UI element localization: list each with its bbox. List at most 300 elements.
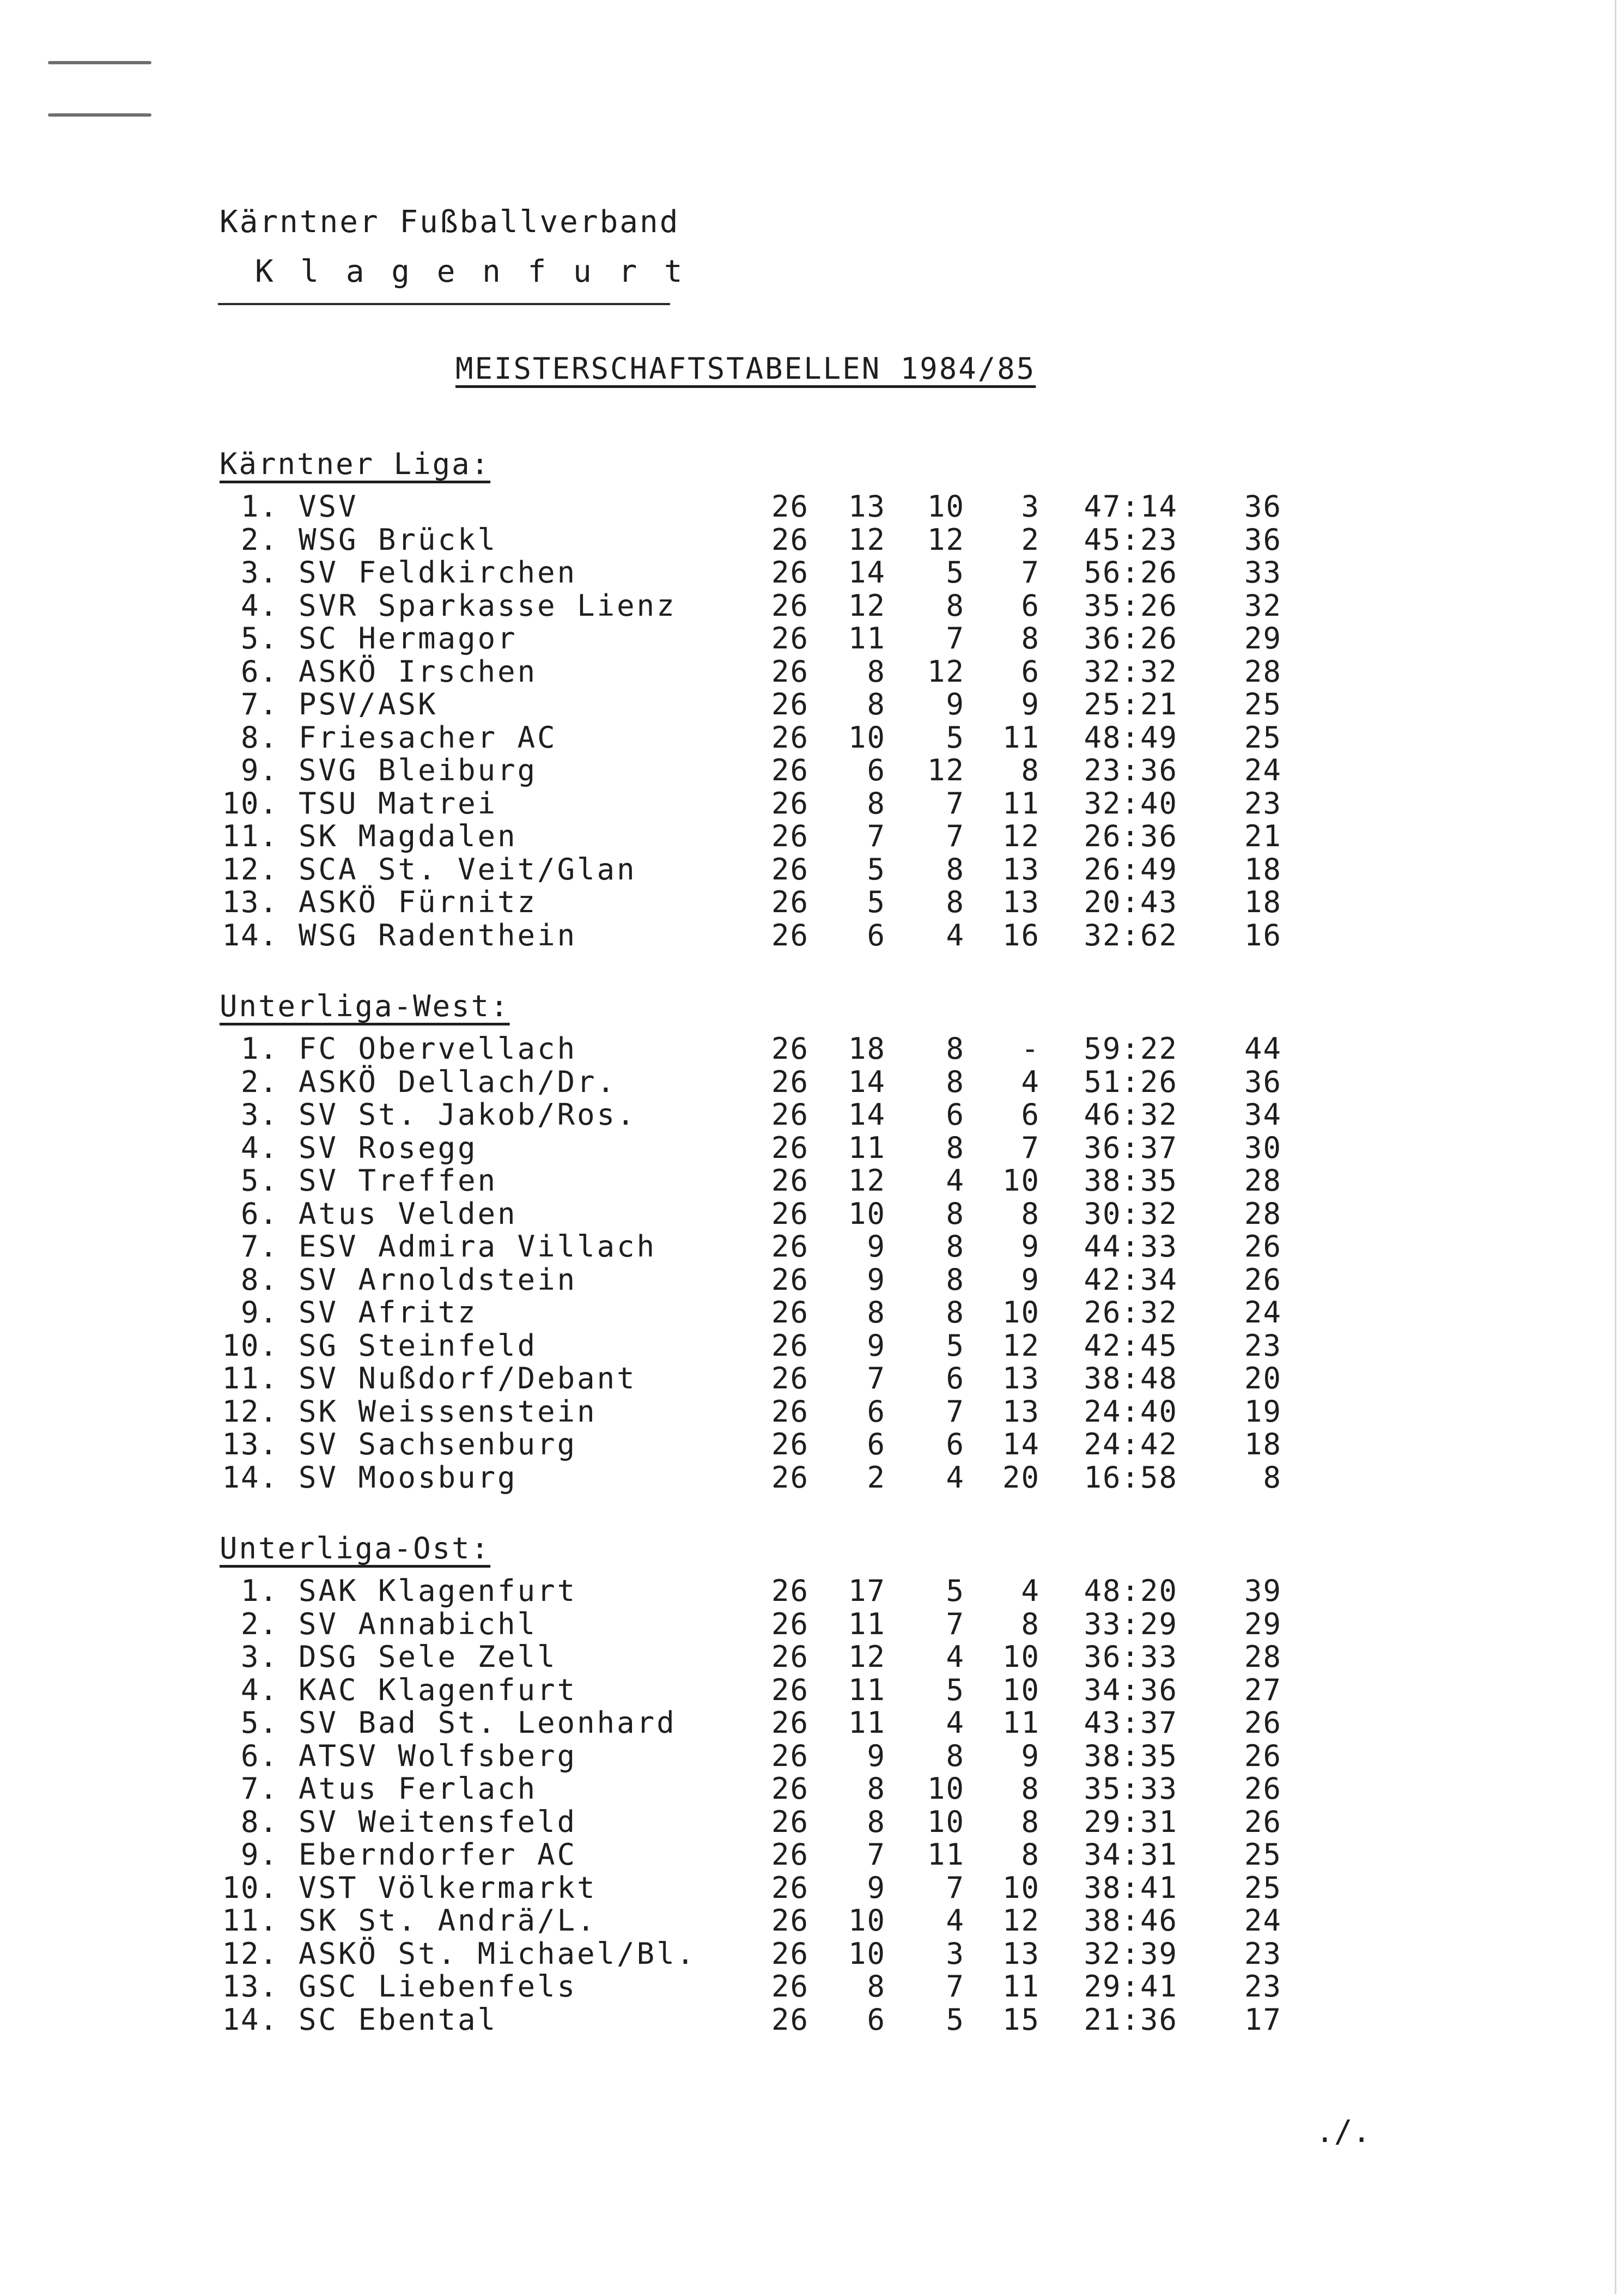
team-name: SK St. Andrä/L. bbox=[299, 1903, 597, 1938]
team-name: PSV/ASK bbox=[299, 687, 438, 721]
team-name: ASKÖ Irschen bbox=[299, 654, 538, 689]
games-played: 26 bbox=[771, 1606, 809, 1641]
table-row bbox=[0, 1806, 1624, 1838]
rank: 10. bbox=[222, 786, 278, 821]
games-played: 26 bbox=[771, 1460, 809, 1495]
games-won: 6 bbox=[867, 2002, 886, 2037]
games-lost: 8 bbox=[1021, 1606, 1040, 1641]
games-played: 26 bbox=[771, 1804, 809, 1839]
points: 32 bbox=[1244, 588, 1282, 623]
games-played: 26 bbox=[771, 489, 809, 524]
table-row bbox=[0, 688, 1624, 721]
team-name: SC Ebental bbox=[299, 2002, 498, 2037]
table-row bbox=[0, 853, 1624, 886]
table-row bbox=[0, 1362, 1624, 1395]
table-row bbox=[0, 1608, 1624, 1641]
games-won: 6 bbox=[867, 918, 886, 952]
games-won: 7 bbox=[867, 1361, 886, 1395]
rank: 11. bbox=[222, 819, 278, 853]
team-name: ASKÖ St. Michael/Bl. bbox=[299, 1936, 697, 1971]
table-row bbox=[0, 787, 1624, 820]
team-name: SAK Klagenfurt bbox=[299, 1574, 577, 1608]
games-played: 26 bbox=[771, 1771, 809, 1806]
games-drawn: 4 bbox=[946, 1640, 965, 1674]
section-title: Unterliga-Ost: bbox=[220, 1531, 491, 1565]
section-title: Kärntner Liga: bbox=[220, 447, 491, 481]
table-row bbox=[0, 1099, 1624, 1131]
games-played: 26 bbox=[771, 1196, 809, 1231]
games-won: 5 bbox=[867, 852, 886, 887]
games-played: 26 bbox=[771, 1229, 809, 1264]
rank: 5. bbox=[240, 621, 278, 656]
games-won: 11 bbox=[848, 1130, 886, 1165]
rank: 14. bbox=[222, 918, 278, 952]
games-drawn: 10 bbox=[927, 1804, 965, 1839]
goal-ratio: 26:49 bbox=[1084, 852, 1178, 887]
games-drawn: 7 bbox=[946, 819, 965, 853]
table-row bbox=[0, 820, 1624, 853]
rank: 6. bbox=[240, 1738, 278, 1773]
points: 19 bbox=[1244, 1394, 1282, 1429]
games-played: 26 bbox=[771, 1672, 809, 1707]
games-lost: 20 bbox=[1002, 1460, 1040, 1495]
goal-ratio: 42:45 bbox=[1084, 1328, 1178, 1363]
games-drawn: 8 bbox=[946, 588, 965, 623]
goal-ratio: 32:39 bbox=[1084, 1936, 1178, 1971]
table-row bbox=[0, 1904, 1624, 1937]
games-played: 26 bbox=[771, 753, 809, 787]
goal-ratio: 26:36 bbox=[1084, 819, 1178, 853]
goal-ratio: 16:58 bbox=[1084, 1460, 1178, 1495]
rank: 4. bbox=[240, 588, 278, 623]
games-drawn: 5 bbox=[946, 1672, 965, 1707]
games-drawn: 6 bbox=[946, 1097, 965, 1132]
goal-ratio: 36:26 bbox=[1084, 621, 1178, 656]
games-lost: 8 bbox=[1021, 753, 1040, 787]
team-name: WSG Brückl bbox=[299, 522, 498, 557]
games-drawn: 5 bbox=[946, 1574, 965, 1608]
team-name: WSG Radenthein bbox=[299, 918, 577, 952]
games-drawn: 7 bbox=[946, 1870, 965, 1905]
games-played: 26 bbox=[771, 885, 809, 919]
games-played: 26 bbox=[771, 522, 809, 557]
games-won: 10 bbox=[848, 720, 886, 755]
rank: 7. bbox=[240, 1771, 278, 1806]
games-won: 12 bbox=[848, 1640, 886, 1674]
rank: 8. bbox=[240, 1262, 278, 1297]
points: 17 bbox=[1244, 2002, 1282, 2037]
games-lost: 11 bbox=[1002, 1706, 1040, 1740]
points: 30 bbox=[1244, 1130, 1282, 1165]
rank: 1. bbox=[240, 1031, 278, 1066]
points: 23 bbox=[1244, 1936, 1282, 1971]
goal-ratio: 38:35 bbox=[1084, 1738, 1178, 1773]
table-row bbox=[0, 556, 1624, 589]
table-row bbox=[0, 1033, 1624, 1065]
table-row bbox=[0, 1395, 1624, 1428]
goal-ratio: 35:33 bbox=[1084, 1771, 1178, 1806]
games-drawn: 6 bbox=[946, 1427, 965, 1461]
goal-ratio: 33:29 bbox=[1084, 1606, 1178, 1641]
points: 29 bbox=[1244, 1606, 1282, 1641]
games-drawn: 7 bbox=[946, 1606, 965, 1641]
games-lost: 9 bbox=[1021, 1262, 1040, 1297]
goal-ratio: 38:35 bbox=[1084, 1163, 1178, 1198]
table-row bbox=[0, 590, 1624, 622]
points: 26 bbox=[1244, 1229, 1282, 1264]
table-row bbox=[0, 886, 1624, 919]
games-won: 11 bbox=[848, 1606, 886, 1641]
table-row bbox=[0, 1230, 1624, 1263]
games-won: 13 bbox=[848, 489, 886, 524]
games-drawn: 5 bbox=[946, 2002, 965, 2037]
team-name: SCA St. Veit/Glan bbox=[299, 852, 637, 887]
table-row bbox=[0, 1461, 1624, 1494]
rank: 3. bbox=[240, 1097, 278, 1132]
goal-ratio: 42:34 bbox=[1084, 1262, 1178, 1297]
table-row bbox=[0, 622, 1624, 655]
games-lost: 7 bbox=[1021, 1130, 1040, 1165]
rank: 13. bbox=[222, 885, 278, 919]
goal-ratio: 21:36 bbox=[1084, 2002, 1178, 2037]
games-lost: 11 bbox=[1002, 720, 1040, 755]
games-lost: 11 bbox=[1002, 1969, 1040, 2004]
team-name: SC Hermagor bbox=[299, 621, 518, 656]
points: 24 bbox=[1244, 1903, 1282, 1938]
team-name: TSU Matrei bbox=[299, 786, 498, 821]
goal-ratio: 36:33 bbox=[1084, 1640, 1178, 1674]
table-row bbox=[0, 919, 1624, 952]
rank: 13. bbox=[222, 1969, 278, 2004]
table-row bbox=[0, 1872, 1624, 1904]
team-name: SG Steinfeld bbox=[299, 1328, 538, 1363]
games-played: 26 bbox=[771, 1706, 809, 1740]
games-lost: 13 bbox=[1002, 1361, 1040, 1395]
games-played: 26 bbox=[771, 1295, 809, 1330]
games-drawn: 6 bbox=[946, 1361, 965, 1395]
rank: 5. bbox=[240, 1706, 278, 1740]
team-name: FC Obervellach bbox=[299, 1031, 577, 1066]
games-won: 8 bbox=[867, 687, 886, 721]
games-drawn: 12 bbox=[927, 654, 965, 689]
goal-ratio: 24:42 bbox=[1084, 1427, 1178, 1461]
games-lost: 12 bbox=[1002, 1903, 1040, 1938]
games-lost: 13 bbox=[1002, 852, 1040, 887]
points: 26 bbox=[1244, 1706, 1282, 1740]
games-lost: 13 bbox=[1002, 1394, 1040, 1429]
games-won: 9 bbox=[867, 1229, 886, 1264]
games-won: 14 bbox=[848, 555, 886, 590]
rank: 6. bbox=[240, 654, 278, 689]
points: 29 bbox=[1244, 621, 1282, 656]
table-row bbox=[0, 754, 1624, 787]
games-drawn: 12 bbox=[927, 522, 965, 557]
games-won: 8 bbox=[867, 786, 886, 821]
points: 44 bbox=[1244, 1031, 1282, 1066]
table-row bbox=[0, 1066, 1624, 1099]
games-lost: 8 bbox=[1021, 1771, 1040, 1806]
games-played: 26 bbox=[771, 1328, 809, 1363]
games-drawn: 7 bbox=[946, 1394, 965, 1429]
points: 28 bbox=[1244, 1640, 1282, 1674]
points: 25 bbox=[1244, 687, 1282, 721]
games-won: 8 bbox=[867, 1771, 886, 1806]
team-name: SV Nußdorf/Debant bbox=[299, 1361, 637, 1395]
games-played: 26 bbox=[771, 621, 809, 656]
points: 24 bbox=[1244, 753, 1282, 787]
team-name: Eberndorfer AC bbox=[299, 1837, 577, 1872]
continuation-marker: ./. bbox=[1316, 2114, 1371, 2150]
games-won: 9 bbox=[867, 1328, 886, 1363]
team-name: SV Weitensfeld bbox=[299, 1804, 577, 1839]
games-lost: 7 bbox=[1021, 555, 1040, 590]
games-won: 14 bbox=[848, 1064, 886, 1099]
rank: 7. bbox=[240, 687, 278, 721]
table-row bbox=[0, 1970, 1624, 2003]
organization-city: K l a g e n f u r t bbox=[255, 254, 687, 289]
points: 36 bbox=[1244, 522, 1282, 557]
games-lost: 8 bbox=[1021, 1837, 1040, 1872]
rank: 12. bbox=[222, 852, 278, 887]
games-lost: 10 bbox=[1002, 1672, 1040, 1707]
games-won: 11 bbox=[848, 621, 886, 656]
table-row bbox=[0, 1938, 1624, 1970]
games-lost: 3 bbox=[1021, 489, 1040, 524]
table-row bbox=[0, 1707, 1624, 1739]
games-played: 26 bbox=[771, 1163, 809, 1198]
games-lost: 6 bbox=[1021, 588, 1040, 623]
goal-ratio: 45:23 bbox=[1084, 522, 1178, 557]
table-row bbox=[0, 2004, 1624, 2036]
games-played: 26 bbox=[771, 2002, 809, 2037]
games-played: 26 bbox=[771, 1262, 809, 1297]
goal-ratio: 56:26 bbox=[1084, 555, 1178, 590]
goal-ratio: 44:33 bbox=[1084, 1229, 1178, 1264]
games-lost: 12 bbox=[1002, 1328, 1040, 1363]
goal-ratio: 34:31 bbox=[1084, 1837, 1178, 1872]
games-lost: - bbox=[1021, 1031, 1040, 1066]
points: 26 bbox=[1244, 1738, 1282, 1773]
games-drawn: 8 bbox=[946, 1031, 965, 1066]
document-title: MEISTERSCHAFTSTABELLEN 1984/85 bbox=[455, 351, 1036, 386]
points: 34 bbox=[1244, 1097, 1282, 1132]
points: 28 bbox=[1244, 1196, 1282, 1231]
rank: 6. bbox=[240, 1196, 278, 1231]
team-name: SV St. Jakob/Ros. bbox=[299, 1097, 637, 1132]
goal-ratio: 47:14 bbox=[1084, 489, 1178, 524]
team-name: SVR Sparkasse Lienz bbox=[299, 588, 677, 623]
games-lost: 8 bbox=[1021, 621, 1040, 656]
table-row bbox=[0, 1838, 1624, 1871]
games-lost: 10 bbox=[1002, 1295, 1040, 1330]
goal-ratio: 26:32 bbox=[1084, 1295, 1178, 1330]
games-played: 26 bbox=[771, 1064, 809, 1099]
games-drawn: 7 bbox=[946, 621, 965, 656]
games-lost: 12 bbox=[1002, 819, 1040, 853]
goal-ratio: 24:40 bbox=[1084, 1394, 1178, 1429]
games-won: 10 bbox=[848, 1196, 886, 1231]
games-won: 12 bbox=[848, 588, 886, 623]
games-played: 26 bbox=[771, 1130, 809, 1165]
goal-ratio: 29:41 bbox=[1084, 1969, 1178, 2004]
points: 33 bbox=[1244, 555, 1282, 590]
table-row bbox=[0, 1264, 1624, 1296]
points: 28 bbox=[1244, 654, 1282, 689]
games-won: 8 bbox=[867, 1804, 886, 1839]
games-played: 26 bbox=[771, 555, 809, 590]
points: 20 bbox=[1244, 1361, 1282, 1395]
games-won: 11 bbox=[848, 1672, 886, 1707]
games-played: 26 bbox=[771, 1640, 809, 1674]
team-name: SV Rosegg bbox=[299, 1130, 478, 1165]
games-drawn: 8 bbox=[946, 1295, 965, 1330]
games-played: 26 bbox=[771, 654, 809, 689]
games-lost: 2 bbox=[1021, 522, 1040, 557]
team-name: ASKÖ Dellach/Dr. bbox=[299, 1064, 617, 1099]
games-played: 26 bbox=[771, 720, 809, 755]
games-drawn: 5 bbox=[946, 1328, 965, 1363]
punch-mark-bottom bbox=[48, 113, 151, 117]
games-played: 26 bbox=[771, 819, 809, 853]
goal-ratio: 20:43 bbox=[1084, 885, 1178, 919]
points: 28 bbox=[1244, 1163, 1282, 1198]
points: 25 bbox=[1244, 1870, 1282, 1905]
goal-ratio: 38:48 bbox=[1084, 1361, 1178, 1395]
points: 8 bbox=[1263, 1460, 1282, 1495]
games-won: 9 bbox=[867, 1262, 886, 1297]
games-drawn: 8 bbox=[946, 1738, 965, 1773]
rank: 4. bbox=[240, 1672, 278, 1707]
table-row bbox=[0, 524, 1624, 556]
games-drawn: 9 bbox=[946, 687, 965, 721]
rank: 1. bbox=[240, 1574, 278, 1608]
points: 18 bbox=[1244, 852, 1282, 887]
games-drawn: 4 bbox=[946, 1460, 965, 1495]
goal-ratio: 25:21 bbox=[1084, 687, 1178, 721]
organization-name: Kärntner Fußballverband bbox=[220, 204, 680, 240]
rank: 14. bbox=[222, 2002, 278, 2037]
games-drawn: 7 bbox=[946, 786, 965, 821]
games-drawn: 5 bbox=[946, 720, 965, 755]
team-name: SK Magdalen bbox=[299, 819, 518, 853]
games-lost: 16 bbox=[1002, 918, 1040, 952]
goal-ratio: 30:32 bbox=[1084, 1196, 1178, 1231]
table-row bbox=[0, 1674, 1624, 1707]
points: 36 bbox=[1244, 489, 1282, 524]
points: 23 bbox=[1244, 786, 1282, 821]
punch-mark-top bbox=[48, 61, 151, 64]
games-drawn: 3 bbox=[946, 1936, 965, 1971]
rank: 9. bbox=[240, 1295, 278, 1330]
games-drawn: 8 bbox=[946, 852, 965, 887]
points: 25 bbox=[1244, 720, 1282, 755]
games-lost: 6 bbox=[1021, 1097, 1040, 1132]
games-won: 11 bbox=[848, 1706, 886, 1740]
games-lost: 15 bbox=[1002, 2002, 1040, 2037]
games-played: 26 bbox=[771, 786, 809, 821]
team-name: SV Moosburg bbox=[299, 1460, 518, 1495]
rank: 12. bbox=[222, 1394, 278, 1429]
rank: 2. bbox=[240, 1064, 278, 1099]
points: 23 bbox=[1244, 1328, 1282, 1363]
header-rule bbox=[218, 303, 670, 305]
games-played: 26 bbox=[771, 1837, 809, 1872]
goal-ratio: 48:20 bbox=[1084, 1574, 1178, 1608]
points: 25 bbox=[1244, 1837, 1282, 1872]
points: 23 bbox=[1244, 1969, 1282, 2004]
games-won: 7 bbox=[867, 1837, 886, 1872]
points: 24 bbox=[1244, 1295, 1282, 1330]
goal-ratio: 34:36 bbox=[1084, 1672, 1178, 1707]
games-lost: 13 bbox=[1002, 885, 1040, 919]
rank: 8. bbox=[240, 720, 278, 755]
table-row bbox=[0, 1575, 1624, 1607]
goal-ratio: 23:36 bbox=[1084, 753, 1178, 787]
table-row bbox=[0, 1296, 1624, 1329]
games-drawn: 10 bbox=[927, 489, 965, 524]
goal-ratio: 29:31 bbox=[1084, 1804, 1178, 1839]
points: 36 bbox=[1244, 1064, 1282, 1099]
rank: 14. bbox=[222, 1460, 278, 1495]
rank: 2. bbox=[240, 1606, 278, 1641]
goal-ratio: 38:41 bbox=[1084, 1870, 1178, 1905]
points: 26 bbox=[1244, 1771, 1282, 1806]
games-played: 26 bbox=[771, 1738, 809, 1773]
rank: 9. bbox=[240, 1837, 278, 1872]
games-won: 2 bbox=[867, 1460, 886, 1495]
games-played: 26 bbox=[771, 1936, 809, 1971]
games-won: 8 bbox=[867, 1969, 886, 2004]
games-won: 12 bbox=[848, 1163, 886, 1198]
games-lost: 10 bbox=[1002, 1870, 1040, 1905]
goal-ratio: 38:46 bbox=[1084, 1903, 1178, 1938]
points: 16 bbox=[1244, 918, 1282, 952]
games-drawn: 4 bbox=[946, 1706, 965, 1740]
rank: 1. bbox=[240, 489, 278, 524]
team-name: VST Völkermarkt bbox=[299, 1870, 597, 1905]
rank: 11. bbox=[222, 1903, 278, 1938]
rank: 13. bbox=[222, 1427, 278, 1461]
games-drawn: 8 bbox=[946, 1196, 965, 1231]
games-lost: 10 bbox=[1002, 1640, 1040, 1674]
games-won: 5 bbox=[867, 885, 886, 919]
table-row bbox=[0, 1330, 1624, 1362]
games-lost: 8 bbox=[1021, 1804, 1040, 1839]
table-row bbox=[0, 1428, 1624, 1461]
team-name: SV Afritz bbox=[299, 1295, 478, 1330]
rank: 10. bbox=[222, 1870, 278, 1905]
team-name: SV Feldkirchen bbox=[299, 555, 577, 590]
team-name: SK Weissenstein bbox=[299, 1394, 597, 1429]
goal-ratio: 48:49 bbox=[1084, 720, 1178, 755]
games-drawn: 4 bbox=[946, 1163, 965, 1198]
games-lost: 11 bbox=[1002, 786, 1040, 821]
games-won: 17 bbox=[848, 1574, 886, 1608]
games-played: 26 bbox=[771, 1574, 809, 1608]
goal-ratio: 51:26 bbox=[1084, 1064, 1178, 1099]
games-won: 7 bbox=[867, 819, 886, 853]
rank: 3. bbox=[240, 1640, 278, 1674]
rank: 11. bbox=[222, 1361, 278, 1395]
team-name: Atus Velden bbox=[299, 1196, 518, 1231]
games-won: 8 bbox=[867, 654, 886, 689]
games-played: 26 bbox=[771, 918, 809, 952]
team-name: VSV bbox=[299, 489, 358, 524]
table-row bbox=[0, 1740, 1624, 1773]
points: 27 bbox=[1244, 1672, 1282, 1707]
table-row bbox=[0, 721, 1624, 754]
games-drawn: 8 bbox=[946, 1262, 965, 1297]
